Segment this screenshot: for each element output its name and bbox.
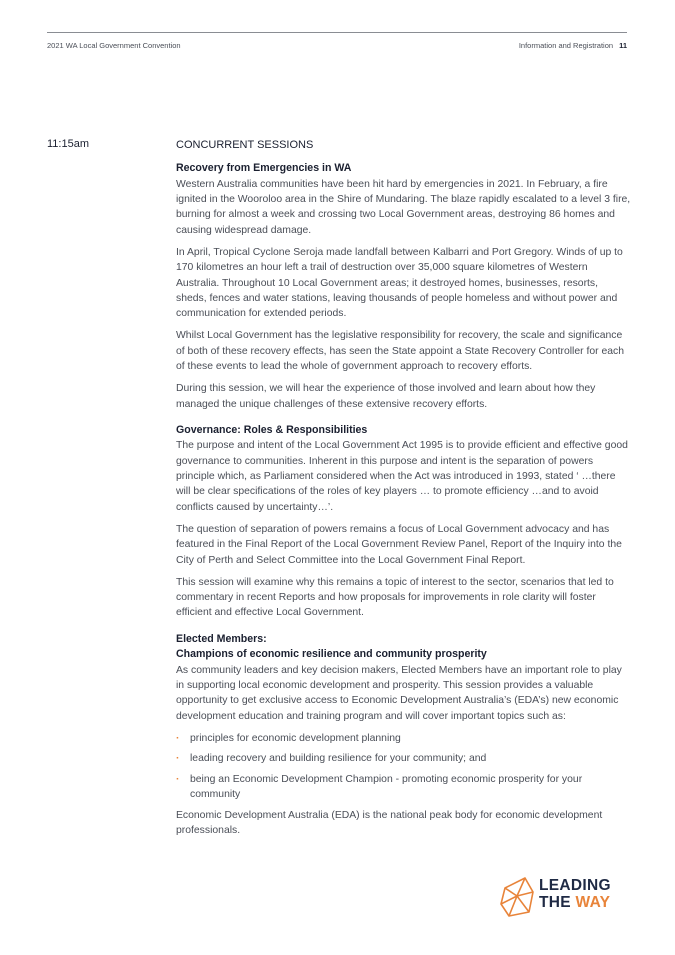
- list-item: [176, 751, 631, 766]
- logo-line-1: LEADING: [539, 877, 611, 894]
- paragraph: Whilst Local Government has the legislative responsibility for recovery, the scale and significance of both of these recovery effects, has seen the State appoint a State Recovery Controller for each of these events to lead the whole of government approach to recovery efforts.: [176, 330, 625, 373]
- logo-wordmark: [539, 877, 611, 911]
- list-item: [176, 731, 631, 746]
- header-right: [519, 41, 627, 50]
- list-item: [176, 772, 631, 803]
- header-convention-title: 2021 WA Local Government Convention: [47, 41, 181, 50]
- list-item-text: principles for economic development planning: [190, 732, 401, 744]
- bullet-icon: ·: [176, 753, 180, 765]
- session-content: [176, 138, 631, 850]
- paragraph: As community leaders and key decision makers, Elected Members have an important role to play in supporting local economic development and prosperity. This session provides a valuable opportunity to get exclusive access to Economic Development Australia’s (EDA’s) new economic development education and training program and will cover important topics such as:: [176, 664, 622, 722]
- bullet-icon: ·: [176, 773, 180, 785]
- paragraph: Western Australia communities have been hit hard by emergencies in 2021. In February, a fire ignited in the Wooroloo area in the Shire of Mundaring. The blaze rapidly escalated to a level 3 fire, burning for almost a week and crossing two Local Government areas, destroying 86 homes and causing widespread damage.: [176, 178, 631, 236]
- list-item-text: being an Economic Development Champion - promoting economic prosperity for your community: [190, 773, 583, 800]
- bullet-icon: ·: [176, 732, 180, 744]
- header-rule: [47, 32, 627, 33]
- paragraph: This session will examine why this remains a topic of interest to the sector, scenarios that led to commentary in recent Reports and how proposals for improvements in role clarity will foster efficient and effective Local Government.: [176, 576, 614, 619]
- page-number: 11: [619, 41, 627, 50]
- session-time: 11:15am: [47, 138, 89, 150]
- paragraph: In April, Tropical Cyclone Seroja made landfall between Kalbarri and Port Gregory. Winds of up to 170 kilometres an hour left a trail of destruction over 35,000 square kilometres of Western Australia. Throughout 10 Local Government areas; it destroyed homes, businesses, resorts, sheds, fences and water stations, leaving thousands of people homeless and without power and communication for extended periods.: [176, 246, 623, 320]
- section-elected-members: [176, 632, 631, 839]
- header-section-title: Information and Registration: [518, 41, 614, 50]
- section-title: Elected Members:: [176, 632, 267, 645]
- section-title: Recovery from Emergencies in WA: [176, 162, 352, 175]
- paragraph: Economic Development Australia (EDA) is the national peak body for economic development professionals.: [176, 810, 603, 837]
- paragraph: The purpose and intent of the Local Government Act 1995 is to provide efficient and effective good governance to communities. Inherent in this purpose and intent is the separation of powers principle which, as Parliament considered when the Act was introduced in 1993, stated ‘ …there will be clear specifications of the roles of key players … to promote efficiency …and to avoid conflicts caused by uncertainty…’.: [176, 440, 628, 513]
- section-title: Governance: Roles & Responsibilities: [176, 423, 368, 436]
- paragraph: The question of separation of powers remains a focus of Local Government advocacy and has featured in the Final Report of the Local Government Review Panel, Report of the Inquiry into the City of Perth and Select Committee into the Local Government Final Report.: [176, 523, 622, 566]
- list-item-text: leading recovery and building resilience for your community; and: [190, 753, 487, 765]
- logo-the: THE: [539, 894, 576, 911]
- section-subtitle: Champions of economic resilience and community prosperity: [176, 648, 487, 661]
- topics-list: [176, 731, 631, 802]
- section-governance: [176, 423, 631, 621]
- logo-way: WAY: [575, 894, 611, 911]
- logo-line-2: [539, 894, 611, 911]
- logo-mark-icon: [499, 874, 535, 918]
- sessions-heading: CONCURRENT SESSIONS: [176, 139, 314, 151]
- paragraph: During this session, we will hear the experience of those involved and learn about how they managed the unique challenges of these extensive recovery efforts.: [176, 383, 596, 410]
- leading-the-way-logo: [499, 874, 629, 920]
- section-recovery: [176, 161, 631, 412]
